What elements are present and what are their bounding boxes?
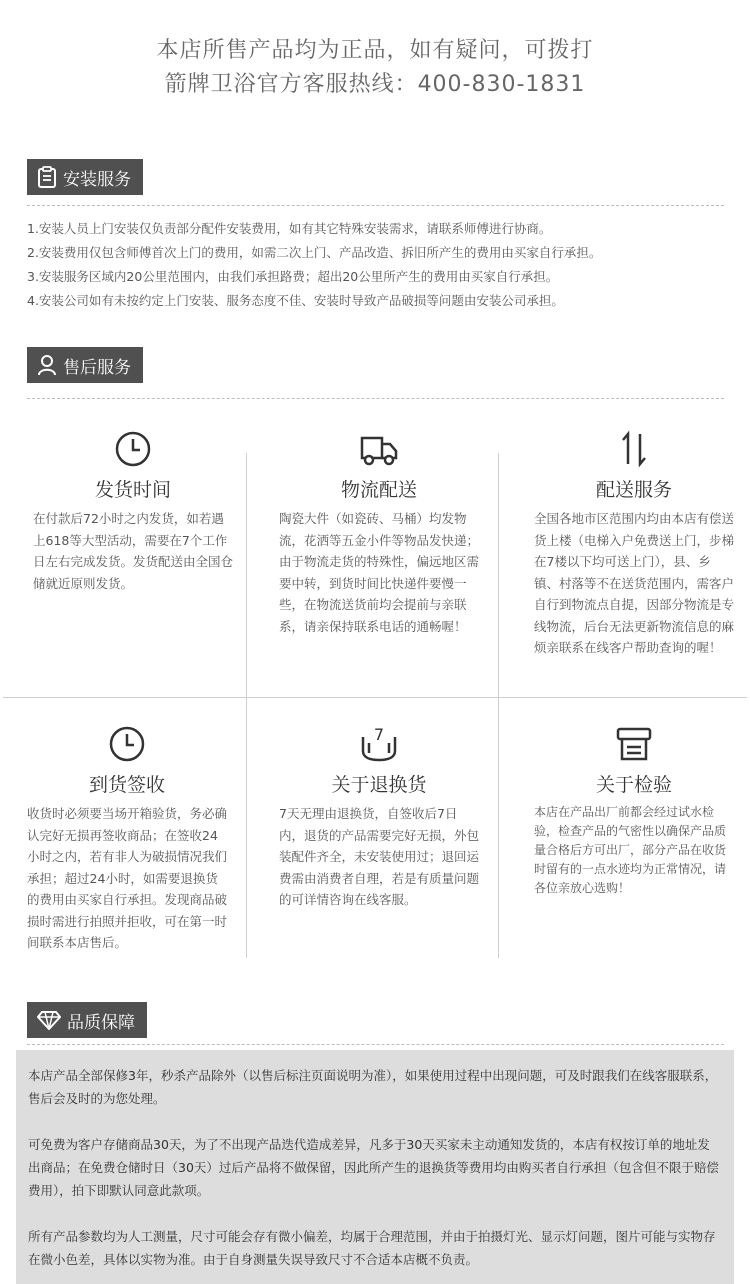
install-title-text: 安装服务 xyxy=(63,169,131,190)
quality-content xyxy=(16,1050,734,1284)
inspection-icon xyxy=(614,725,654,767)
cell-description: 全国各地市区范围内均由本店有偿送货上楼（电梯入户免费送上门，步梯在7楼以下均可送上门），县、乡镇、村落等不在送货范围内，需客户自行到物流点自提，因部分物流是专线物流，后台无法更新物流信息的麻烦亲联系在线客户帮助查询的喔！ xyxy=(534,511,735,655)
quality-divider xyxy=(27,1044,724,1045)
hotline-line-1: 本店所售产品均为正品，如有疑问，可拨打 xyxy=(156,38,594,63)
aftersale-title-text: 售后服务 xyxy=(63,357,131,378)
cell-title: 发货时间 xyxy=(94,479,171,501)
cell-title: 物流配送 xyxy=(340,479,417,501)
cell-title: 关于退换货 xyxy=(331,774,427,796)
user-icon xyxy=(37,354,57,376)
list-item: 4.安装公司如有未按约定上门安装、服务态度不佳、安装时导致产品破损等问题由安装公司承担。 xyxy=(27,293,564,308)
quality-paragraph: 本店产品全部保修3年，秒杀产品除外（以售后标注页面说明为准），如果使用过程中出现问题，可及时跟我们在线客服联系，售后会及时的为您处理。 xyxy=(28,1068,718,1106)
list-item: 3.安装服务区域内20公里范围内，由我们承担路费；超出20公里所产生的费用由买家自行承担。 xyxy=(27,269,559,284)
grid-divider-vertical xyxy=(498,453,499,958)
install-list xyxy=(27,217,727,313)
cell-title: 到货签收 xyxy=(88,774,165,796)
cell-description: 本店在产品出厂前都会经过试水检验，检查产品的气密性以确保产品质量合格后方可出厂，部分产品在收货时留有的一点水迹均为正常情况，请各位亲放心选购！ xyxy=(534,805,727,895)
cell-description: 收货时必须要当场开箱验货，务必确认完好无损再签收商品；在签收24小时之内，若有非人为破损情况我们承担；超过24小时，如需要退换货的费用由买家自行承担。发现商品破损时需进行拍照并拒收，可在第一时间联系本店售后。 xyxy=(27,806,228,950)
quality-section-title xyxy=(27,1002,147,1038)
diamond-icon xyxy=(37,1010,61,1030)
hotline-line-2: 箭牌卫浴官方客服热线：400-830-1831 xyxy=(164,72,586,97)
service-cell-shipping-time xyxy=(33,432,233,594)
grid-divider-horizontal xyxy=(3,697,747,698)
service-cell-receipt xyxy=(27,727,227,954)
service-cell-delivery xyxy=(534,432,734,659)
list-item: 2.安装费用仅包含师傅首次上门的费用，如需二次上门、产品改造、拆旧所产生的费用由买家自行承担。 xyxy=(27,245,602,260)
quality-paragraph: 可免费为客户存储商品30天，为了不出现产品迭代造成差异，凡多于30天买家未主动通知发货的，本店有权按订单的地址发出商品；在免费仓储时日（30天）过后产品将不做保留，因此所产生的退换货等费用均由购买者自行承担（包含但不限于赔偿费用），拍下即默认同意此款项。 xyxy=(28,1137,719,1198)
seven-day-return-icon xyxy=(357,725,401,767)
truck-icon xyxy=(358,430,400,472)
grid-divider-vertical xyxy=(246,453,247,958)
aftersale-section-title xyxy=(27,347,143,383)
quality-title-text: 品质保障 xyxy=(67,1012,135,1033)
quality-paragraph: 所有产品参数均为人工测量，尺寸可能会存有微小偏差，均属于合理范围，并由于拍摄灯光、显示灯问题，图片可能与实物存在微小色差，具体以实物为准。由于自身测量失误导致尺寸不合适本店概不负责。 xyxy=(28,1229,716,1267)
install-divider xyxy=(27,205,724,206)
aftersale-divider xyxy=(27,398,724,399)
cell-description: 陶瓷大件（如瓷砖、马桶）均发物流，花洒等五金小件等物品发快递；由于物流走货的特殊性，偏远地区需要中转，到货时间比快递件要慢一些，在物流送货前均会提前与亲联系，请亲保持联系电话的通畅喔！ xyxy=(279,511,480,634)
up-down-arrows-icon xyxy=(617,430,651,472)
list-item: 1.安装人员上门安装仅负责部分配件安装费用，如有其它特殊安装需求，请联系师傅进行协商。 xyxy=(27,221,552,236)
service-cell-logistics xyxy=(279,432,479,637)
service-cell-inspection xyxy=(534,727,734,898)
clock-icon xyxy=(114,430,152,472)
cell-title: 关于检验 xyxy=(595,774,672,796)
clipboard-icon xyxy=(37,166,57,188)
svg-text:7: 7 xyxy=(373,725,385,744)
install-section-title xyxy=(27,159,143,195)
cell-description: 在付款后72小时之内发货，如若遇上618等大型活动，需要在7个工作日左右完成发货。发货配送由全国仓储就近原则发货。 xyxy=(33,511,234,591)
clock-icon xyxy=(108,725,146,767)
cell-description: 7天无理由退换货，自签收后7日内，退货的产品需要完好无损，外包装配件齐全，未安装使用过；退回运费需由消费者自理，若是有质量问题的可详情咨询在线客服。 xyxy=(279,806,480,907)
cell-title: 配送服务 xyxy=(595,479,672,501)
hotline-banner xyxy=(0,34,750,102)
service-cell-returns xyxy=(279,727,479,911)
